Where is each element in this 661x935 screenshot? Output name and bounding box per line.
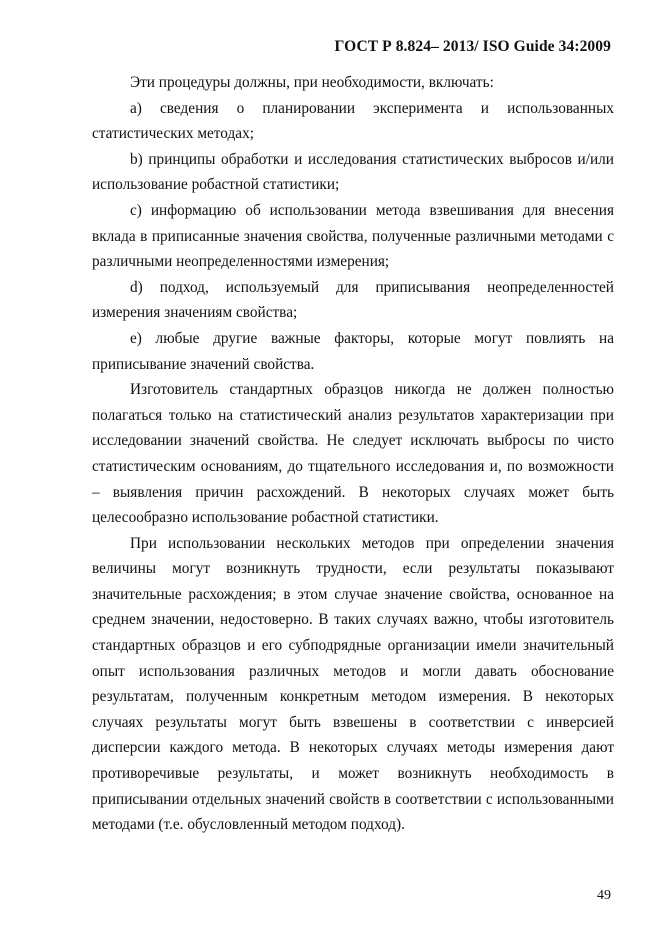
paragraph-item-a: а) сведения о планировании эксперимента и использованных статистических методах; [92,99,614,143]
document-body [92,70,614,838]
document-header-title: ГОСТ Р 8.824– 2013/ ISO Guide 34:2009 [334,38,611,55]
paragraph-methods: При использовании нескольких методов при определении значения величины могут возникнуть трудности, если результаты показывают значительные расхождения; в этом случае значение свойства, основанное на среднем значении, недостоверно. В таких случаях важно, чтобы изготовитель стандартных образцов и его субподрядные организации имели значительный опыт использования различных методов и могли давать обоснование результатам, полученным конкретным методом измерения. В некоторых случаях результаты могут быть взвешены в соответствии с инверсией дисперсии каждого метода. В некоторых случаях методы измерения дают противоречивые результаты, и может возникнуть необходимость в приписывании отдельных значений свойств в соответствии с использованными методами (т.е. обусловленный методом подход). [92,534,614,834]
paragraph-intro: Эти процедуры должны, при необходимости, включать: [130,74,494,91]
paragraph-item-e: e) любые другие важные факторы, которые могут повлиять на приписывание значений свойства. [92,329,614,373]
paragraph-statistics: Изготовитель стандартных образцов никогда не должен полностью полагаться только на статистический анализ результатов характеризации при исследовании значений свойства. Не следует исключать выбросы по чисто статистическим основаниям, до тщательного исследования и, по возможности – выявления причин расхождений. В некоторых случаях может быть целесообразно использование робастной статистики. [92,381,614,527]
paragraph-item-b: b) принципы обработки и исследования статистических выбросов и/или использование робастной статистики; [92,150,614,194]
page-number: 49 [597,888,611,903]
paragraph-item-d: d) подход, используемый для приписывания неопределенностей измерения значениям свойства; [92,278,614,322]
paragraph-item-c: c) информацию об использовании метода взвешивания для внесения вклада в приписанные значения свойства, полученные различными методами с различными неопределенностями измерения; [92,201,614,271]
